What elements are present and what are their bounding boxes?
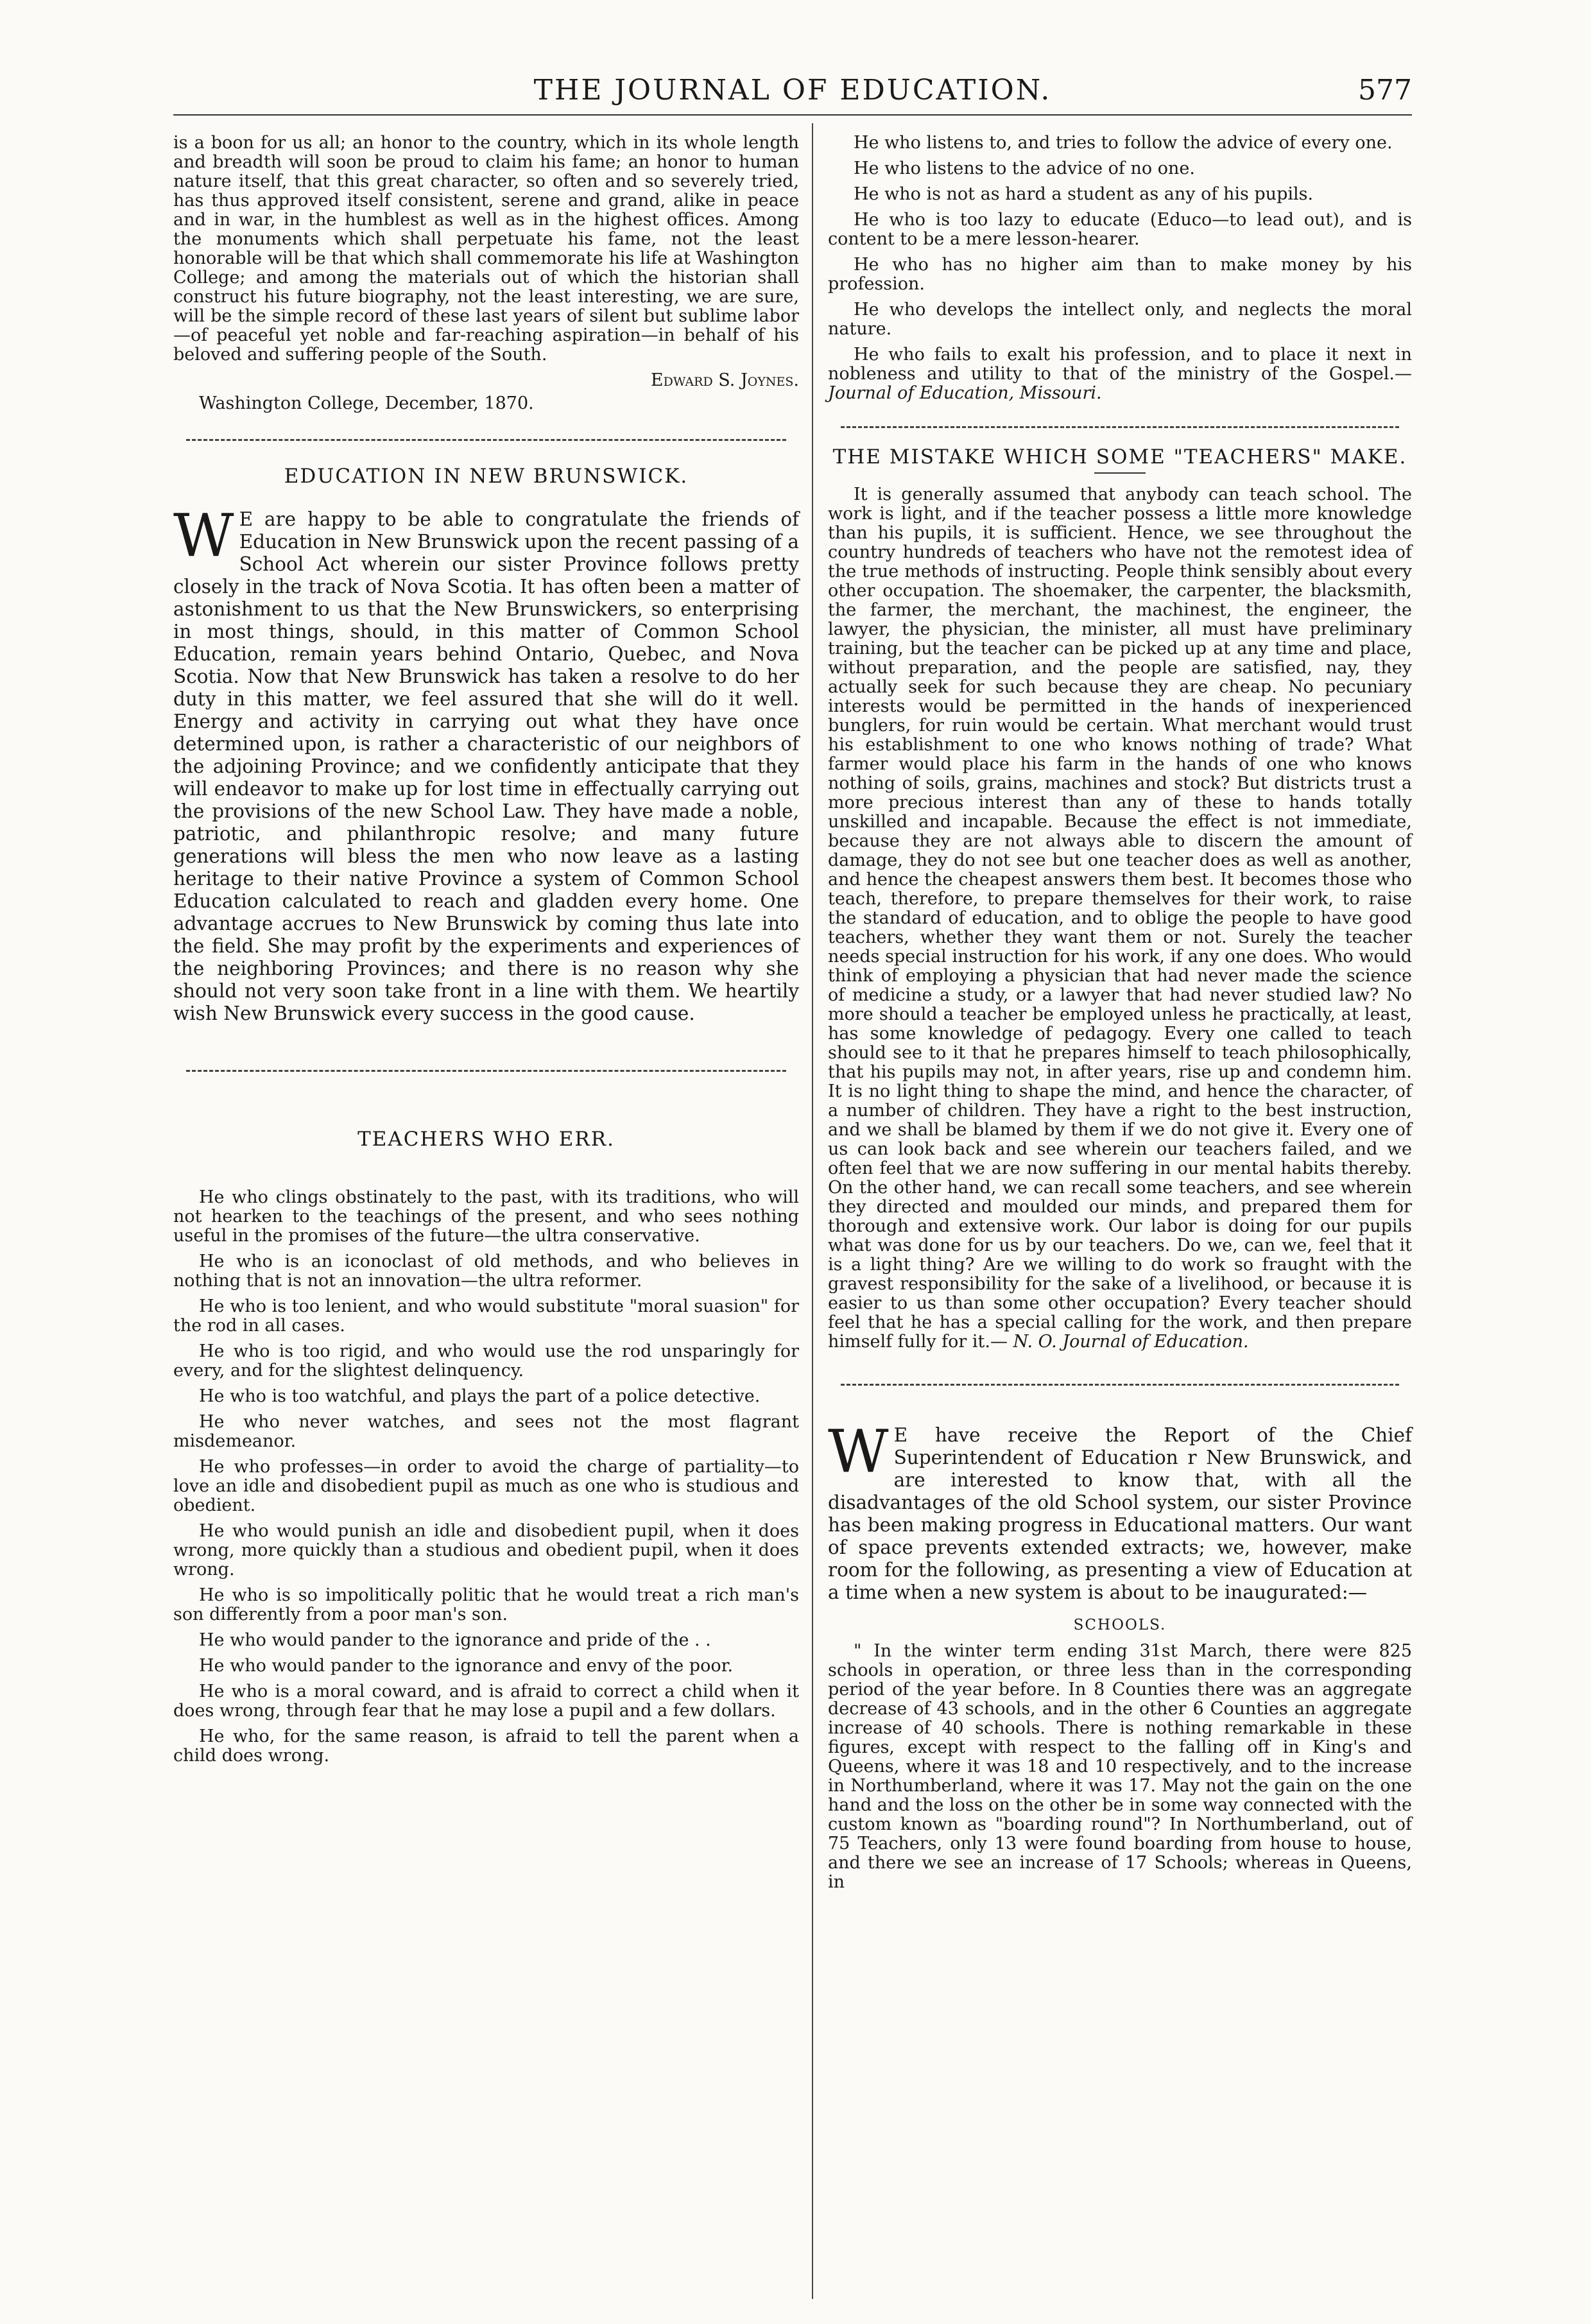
drop-cap: W xyxy=(173,501,234,570)
header-rule xyxy=(173,114,1412,116)
journal-title: THE JOURNAL OF EDUCATION. xyxy=(533,74,1052,107)
source-citation: Journal of Education, Missouri. xyxy=(828,383,1102,403)
report-body: E have receive the Report of the Chief Superintendent of Education r New Brunswick, and are interested to know that, with all the disadvantages of the old School system, our sister Province has been making progress in Educational matters. Our want of space prevents extended extracts; we, however, make room for the following, as presenting a view of Education at a time when a new system is about to be inaugurated:— xyxy=(828,1424,1412,1603)
list-item: He who is not as hard a student as any of his pupils. xyxy=(854,184,1314,204)
list-item: He who would punish an idle and disobedient pupil, when it does wrong, more quickly than a studious and obedient pupil, when it does wrong. xyxy=(173,1521,799,1579)
brunswick-heading: EDUCATION IN NEW BRUNSWICK. xyxy=(284,465,689,488)
list-item xyxy=(828,345,1412,403)
list-item: He who is a moral coward, and is afraid to correct a child when it does wrong, through fear that he may lose a pupil and a few dollars. xyxy=(173,1682,799,1721)
list-item: He who is too watchful, and plays the part of a police detective. xyxy=(199,1386,761,1406)
brunswick-body: E are happy to be able to congratulate the friends of Education in New Brunswick upon the recent passing of a School Act wherein our sister Province follows pretty closely in the track of Nova Scotia. It has often been a matter of astonishment to us that the New Brunswickers, so enterprising in most things, should, in this matter of Common School Education, remain years behind Ontario, Quebec, and Nova Scotia. Now that New Brunswick has taken a resolve to do her duty in this matter, we feel assured that she will do it well. Energy and activity in carrying out what they have once determined upon, is rather a characteristic of our neighbors of the adjoining Province; and we confidently anticipate that they will endeavor to make up for lost time in effectually carrying out the provisions of the new School Law. They have made a noble, patriotic, and philanthropic resolve; and many future generations will bless the men who now leave as a lasting heritage to their native Province a system of Common School Education calculated to reach and gladden every home. One advantage accrues to New Brunswick by coming thus late into the field. She may profit by the experiments and experiences of the neighboring Provinces; and there is no reason why she should not very soon take front in a line with them. We heartily wish New Brunswick every success in the good cause. xyxy=(173,508,799,1024)
mistake-body: It is generally assumed that anybody can teach school. The work is light, and if the teacher possess a little more knowledge than his pupils, it is sufficient. Hence, we see throughout the country hundreds of teachers who have not the remotest idea of the true methods of instructing. People think sensibly about every other occupation. The shoemaker, the carpenter, the blacksmith, the farmer, the merchant, the machinest, the engineer, the lawyer, the physician, the minister, all must have preliminary training, but the teacher can be picked up at any time and place, without preparation, and the people are satisfied, nay, they actually seek for such because they are cheap. No pecuniary interests would be permitted in the hands of inexperienced bunglers, for ruin would be certain. What merchant would trust his establishment to one who knows nothing of trade? What farmer would place his farm in the hands of one who knows nothing of soils, grains, machines and stock? But districts trust a more precious interest than any of these to hands totally unskilled and incapable. Because the effect is not immediate, because they are not always able to discern the amount of damage, they do not see but one teacher does as well as another, and hence the cheapest answers them best. It becomes those who teach, therefore, to prepare themselves for their work, to raise the standard of education, and to oblige the people to have good teachers, whether they want them or not. Surely the teacher needs special instruction for his work, if any one does. Who would think of employing a physician that had never made the science of medicine a study, or a lawyer that had never studied law? No more should a teacher be employed unless he practically, at least, has some knowledge of pedagogy. Every one called to teach should see to it that he prepares himself to teach philosophically, that his pupils may not, in after years, rise up and condemn him. It is no light thing to shape the mind, and hence the character, of a number of children. They have a right to the best instruction, and we shall be blamed by them if we do not give it. Every one of us can look back and see wherein our teachers failed, and we often feel that we are now suffering in our mental habits thereby. On the other hand, we can recall some teachers, and see wherein they directed and moulded our minds, and prepared them for thorough and extensive work. Our labor is doing for our pupils what was done for us by our teachers. Do we, can we, feel that it is a light thing? Are we willing to do work so fraught with the gravest responsibility for the sake of a livelihood, or because it is easier to us than some other occupation? Every teacher should feel that he has a special calling for the work, and then prepare himself fully for it.— xyxy=(828,485,1412,1352)
teachers-err-continued xyxy=(828,133,1412,403)
mistake-heading: THE MISTAKE WHICH SOME "TEACHERS" MAKE. xyxy=(832,445,1407,469)
section-divider xyxy=(841,1384,1399,1386)
mistake-article xyxy=(828,485,1412,1352)
heading-underline xyxy=(1094,472,1146,474)
list-item: He who is too rigid, and who would use the rod unsparingly for every, and for the slightest delinquency. xyxy=(173,1341,799,1381)
list-item: He who is so impolitically politic that he would treat a rich man's son differently from a poor man's son. xyxy=(173,1585,799,1624)
list-item: He who has no higher aim than to make money by his profession. xyxy=(828,255,1412,294)
signature: Edward S. Joynes. xyxy=(650,370,799,390)
drop-cap: W xyxy=(828,1417,889,1486)
list-item-text: He who fails to exalt his profession, and to place it next in nobleness and utility to that of the ministry of the Gospel.— xyxy=(828,345,1412,384)
page-number: 577 xyxy=(1358,74,1412,107)
list-item: He who clings obstinately to the past, with its traditions, who will not hearken to the teachings of the present, and who sees nothing useful in the promises of the future—the ultra conservative. xyxy=(173,1187,799,1246)
report-article xyxy=(828,1417,1412,1604)
teachers-err-heading: TEACHERS WHO ERR. xyxy=(357,1128,615,1151)
section-divider xyxy=(841,426,1399,428)
place-date: Washington College, December, 1870. xyxy=(199,393,534,413)
page-header xyxy=(173,74,1412,119)
list-item: He who, for the same reason, is afraid to tell the parent when a child does wrong. xyxy=(173,1726,799,1766)
list-item: He who would pander to the ignorance and envy of the poor. xyxy=(199,1656,734,1676)
brunswick-article xyxy=(173,501,799,1025)
list-item: He who listens to, and tries to follow the advice of every one. xyxy=(854,133,1393,153)
list-item: He who professes—in order to avoid the charge of partiality—to love an idle and disobedient pupil as much as one who is studious and obedient. xyxy=(173,1457,799,1515)
section-divider xyxy=(186,439,786,441)
schools-heading: SCHOOLS. xyxy=(1073,1617,1167,1633)
list-item: He who is an iconoclast of old methods, and who believes in nothing that is not an innovation—the ultra reformer. xyxy=(173,1252,799,1291)
left-column xyxy=(173,133,799,1772)
right-column xyxy=(828,133,1412,1898)
list-item: He who would pander to the ignorance and pride of the . . xyxy=(199,1630,711,1650)
list-item: He who is too lazy to educate (Educo—to lead out), and is content to be a mere lesson-hearer. xyxy=(828,210,1412,249)
list-item: He who is too lenient, and who would substitute "moral suasion" for the rod in all cases. xyxy=(173,1296,799,1336)
list-item: He who develops the intellect only, and neglects the moral nature. xyxy=(828,300,1412,339)
section-divider xyxy=(186,1070,786,1072)
teachers-err-list xyxy=(173,1188,799,1766)
intro-paragraph: is a boon for us all; an honor to the country, which in its whole length and breadth will soon be proud to claim his fame; an honor to human nature itself, that this great character, so often and so severely tried, has thus approved itself consistent, serene and grand, alike in peace and in war, in the humblest as well as in the highest offices. Among the monuments which shall perpetuate his fame, not the least honorable will be that which shall commemorate his life at Washington College; and among the materials out of which the historian shall construct his future biography, not the least interesting, we are sure, will be the simple record of these last years of silent but sublime labor—of peaceful yet noble and far-reaching aspiration—in behalf of his beloved and suffering people of the South. xyxy=(173,133,799,365)
schools-body: " In the winter term ending 31st March, there were 825 schools in operation, or three less than in the corresponding period of the year before. In 8 Counties there was an aggregate decrease of 43 schools, and in the other 6 Counties an aggregate increase of 40 schools. There is nothing remarkable in these figures, except with respect to the falling off in King's and Queens, where it was 18 and 10 respectively, and to the increase in Northumberland, where it was 17. May not the gain on the one hand and the loss on the other be in some way connected with the custom known as "boarding round"? In Northumberland, out of 75 Teachers, only 13 were found boarding from house to house, and there we see an increase of 17 Schools; whereas in Queens, in xyxy=(828,1641,1412,1892)
list-item: He who never watches, and sees not the most flagrant misdemeanor. xyxy=(173,1412,799,1451)
list-item: He who listens to the advice of no one. xyxy=(854,159,1195,178)
source-citation: N. O. Journal of Education. xyxy=(1013,1332,1249,1352)
column-divider xyxy=(812,123,813,2299)
